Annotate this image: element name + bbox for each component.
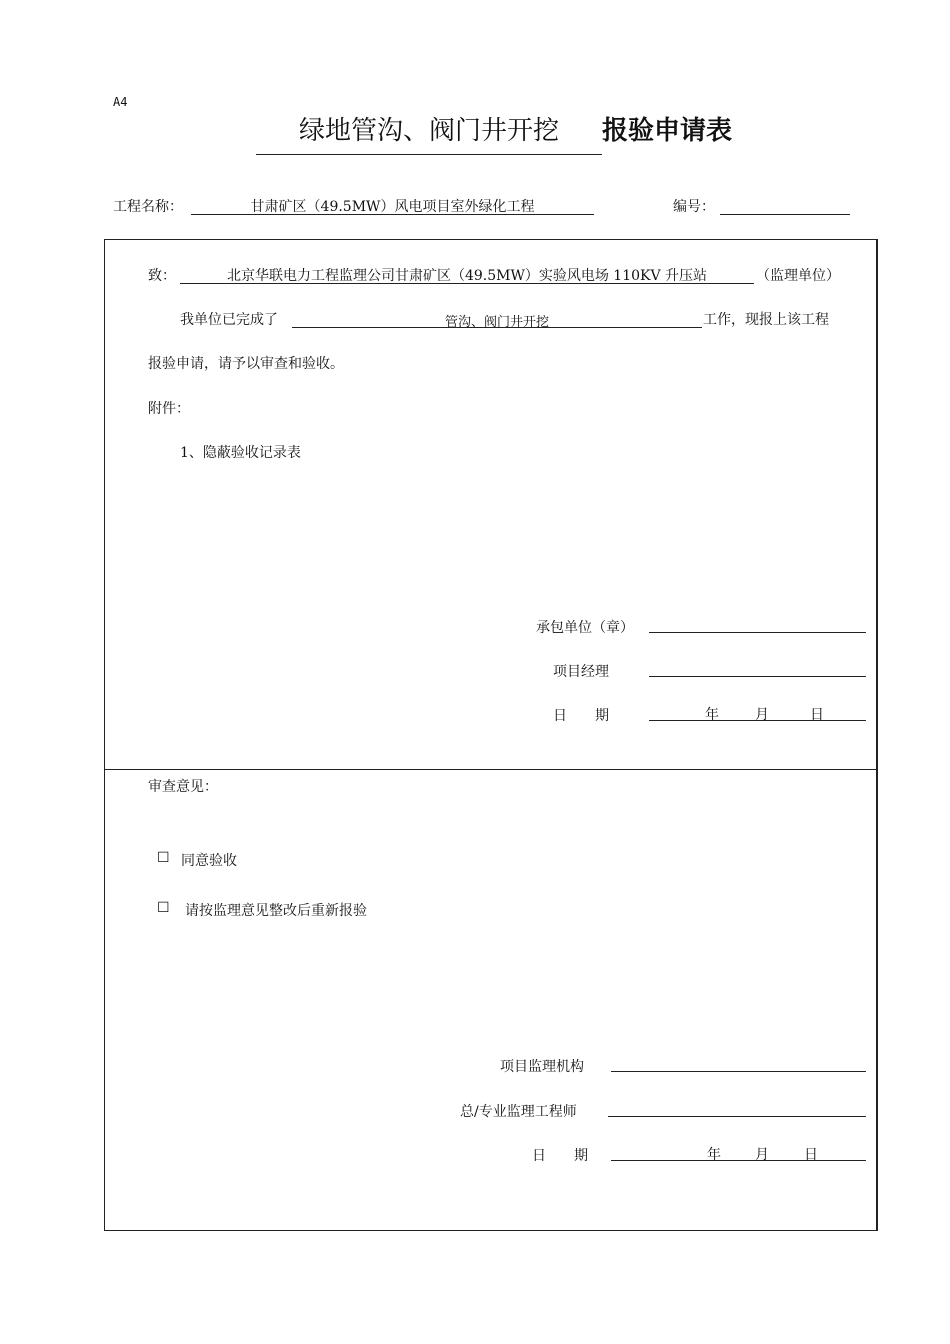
completed-value: 管沟、阀门井开挖 [444, 315, 549, 330]
completed-prefix: 我单位已完成了 [180, 312, 278, 328]
to-value: 北京华联电力工程监理公司甘肃矿区（49.5MW）实验风电场 110KV 升压站 [226, 268, 708, 284]
project-name-value: 甘肃矿区（49.5MW）风电项目室外绿化工程 [250, 199, 535, 215]
to-label: 致： [148, 268, 176, 284]
supervision-org-label: 项目监理机构 [500, 1059, 584, 1075]
date-field[interactable] [649, 703, 866, 721]
manager-label: 项目经理 [553, 664, 609, 680]
section-divider [104, 769, 876, 770]
engineer-field[interactable] [608, 1099, 866, 1117]
engineer-label: 总/专业监理工程师 [460, 1104, 577, 1120]
form-code: A4 [113, 95, 128, 109]
attachment-item: 1、隐蔽验收记录表 [180, 445, 301, 461]
review-date-day: 日 [804, 1147, 818, 1163]
number-label: 编号： [673, 199, 715, 215]
title-main: 报验申请表 [602, 116, 733, 146]
form-box-edge [877, 239, 878, 1231]
rework-checkbox[interactable]: ☐ [157, 900, 170, 916]
agree-option-label: 同意验收 [181, 853, 237, 869]
review-date-field[interactable] [611, 1143, 866, 1161]
form-box [104, 239, 877, 1231]
contractor-label: 承包单位（章） [536, 620, 634, 636]
project-name-label: 工程名称： [113, 199, 183, 215]
supervision-org-field[interactable] [611, 1054, 866, 1072]
contractor-field[interactable] [649, 615, 866, 633]
rework-option-label: 请按监理意见整改后重新报验 [185, 903, 367, 919]
opinion-label: 审查意见： [148, 779, 218, 795]
completed-suffix: 工作，现报上该工程 [703, 312, 829, 328]
date-label: 日 期 [553, 708, 609, 724]
date-year: 年 [705, 707, 719, 723]
title-subject-text: 绿地管沟、阀门井开挖 [298, 116, 559, 146]
request-line: 报验申请，请予以审查和验收。 [148, 356, 344, 372]
project-name-field [191, 196, 594, 215]
review-date-month: 月 [755, 1147, 769, 1163]
to-field [180, 265, 754, 284]
title-subject [256, 108, 602, 155]
review-date-label: 日 期 [532, 1148, 588, 1164]
manager-field[interactable] [649, 659, 866, 677]
date-day: 日 [810, 707, 824, 723]
date-month: 月 [755, 707, 769, 723]
completed-field [292, 309, 702, 328]
review-date-year: 年 [707, 1147, 721, 1163]
to-suffix: （监理单位） [756, 268, 840, 284]
agree-checkbox[interactable]: ☐ [157, 850, 170, 866]
attachment-label: 附件： [148, 401, 190, 417]
number-field [720, 196, 850, 215]
